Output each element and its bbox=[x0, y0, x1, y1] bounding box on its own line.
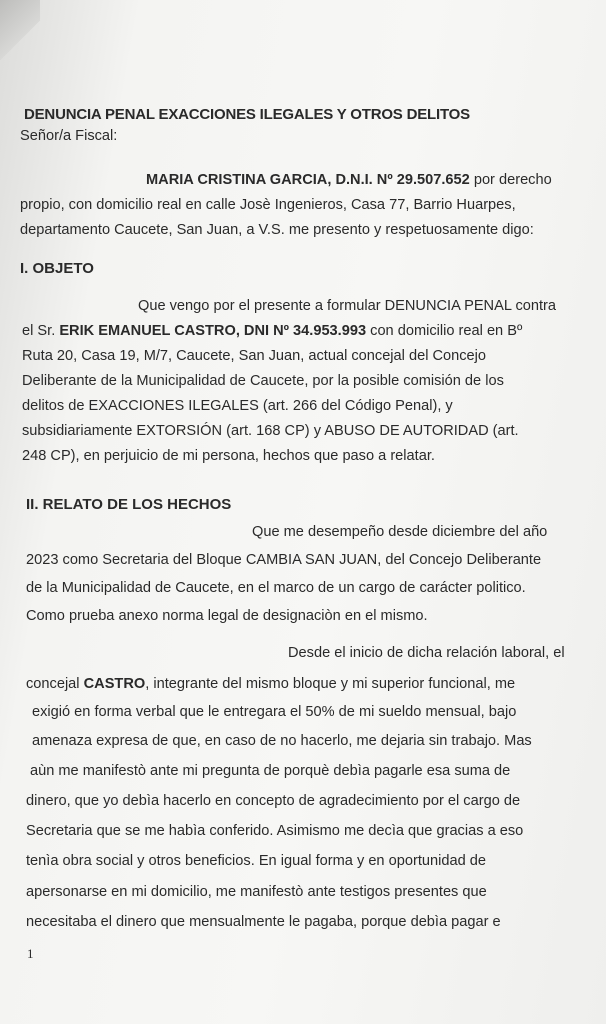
objeto-line-1: Que vengo por el presente a formular DENUNCIA PENAL contra bbox=[138, 298, 557, 314]
section-heading-relato: II. RELATO DE LOS HECHOS bbox=[26, 496, 232, 513]
relato-p2-line-7: Secretaria que se me habìa conferido. Asimismo me decìa que gracias a eso bbox=[26, 823, 524, 839]
document-title: DENUNCIA PENAL EXACCIONES ILEGALES Y OTROS DELITOS bbox=[24, 106, 470, 123]
intro-line-1: MARIA CRISTINA GARCIA, D.N.I. Nº 29.507.652 por derecho bbox=[146, 172, 552, 188]
objeto-line-3: Ruta 20, Casa 19, M/7, Caucete, San Juan, actual concejal del Concejo bbox=[22, 348, 487, 364]
page-number: 1 bbox=[27, 946, 34, 961]
relato-p2-line-6: dinero, que yo debìa hacerlo en concepto de agradecimiento por el cargo de bbox=[26, 793, 521, 809]
objeto-line-7: 248 CP), en perjuicio de mi persona, hechos que paso a relatar. bbox=[22, 448, 435, 464]
intro-line-3: departamento Caucete, San Juan, a V.S. me presento y respetuosamente digo: bbox=[20, 222, 534, 238]
relato-p2-line-4: amenaza expresa de que, en caso de no hacerlo, me dejaria sin trabajo. Mas bbox=[32, 733, 532, 749]
page-fold-shadow bbox=[0, 0, 40, 60]
objeto-line-6: subsidiariamente EXTORSIÓN (art. 168 CP) y ABUSO DE AUTORIDAD (art. bbox=[22, 423, 519, 439]
relato-p2-line-9: apersonarse en mi domicilio, me manifestò ante testigos presentes que bbox=[26, 884, 487, 900]
relato-p1-line-3: de la Municipalidad de Caucete, en el marco de un cargo de carácter politico. bbox=[26, 580, 526, 596]
objeto-line-4: Deliberante de la Municipalidad de Caucete, por la posible comisión de los bbox=[22, 373, 504, 389]
relato-p2-line-1: Desde el inicio de dicha relación laboral, el bbox=[288, 645, 565, 661]
relato-p2-line-2: concejal CASTRO, integrante del mismo bloque y mi superior funcional, me bbox=[26, 676, 516, 692]
relato-p2-line-3: exigió en forma verbal que le entregara el 50% de mi sueldo mensual, bajo bbox=[32, 704, 517, 720]
intro-line-2: propio, con domicilio real en calle Josè Ingenieros, Casa 77, Barrio Huarpes, bbox=[20, 197, 516, 213]
relato-p1-line-1: Que me desempeño desde diciembre del año bbox=[252, 524, 548, 540]
section-heading-objeto: I. OBJETO bbox=[20, 260, 94, 277]
accused-name: ERIK EMANUEL CASTRO, DNI Nº 34.953.993 bbox=[59, 323, 367, 339]
complainant-name: MARIA CRISTINA GARCIA, D.N.I. Nº 29.507.652 bbox=[146, 172, 470, 188]
objeto-line-2: el Sr. ERIK EMANUEL CASTRO, DNI Nº 34.953.993 con domicilio real en Bº bbox=[22, 323, 523, 339]
relato-p2-line-8: tenìa obra social y otros beneficios. En igual forma y en oportunidad de bbox=[26, 853, 486, 869]
relato-p1-line-2: 2023 como Secretaria del Bloque CAMBIA SAN JUAN, del Concejo Deliberante bbox=[26, 552, 542, 568]
relato-p2-line-5: aùn me manifestò ante mi pregunta de porquè debìa pagarle esa suma de bbox=[30, 763, 511, 779]
salutation: Señor/a Fiscal: bbox=[20, 128, 118, 144]
relato-p2-line-10: necesitaba el dinero que mensualmente le pagaba, porque debìa pagar e bbox=[26, 914, 501, 930]
objeto-line-5: delitos de EXACCIONES ILEGALES (art. 266 del Código Penal), y bbox=[22, 398, 453, 414]
accused-surname: CASTRO bbox=[83, 676, 146, 692]
relato-p1-line-4: Como prueba anexo norma legal de designaciòn en el mismo. bbox=[26, 608, 428, 624]
